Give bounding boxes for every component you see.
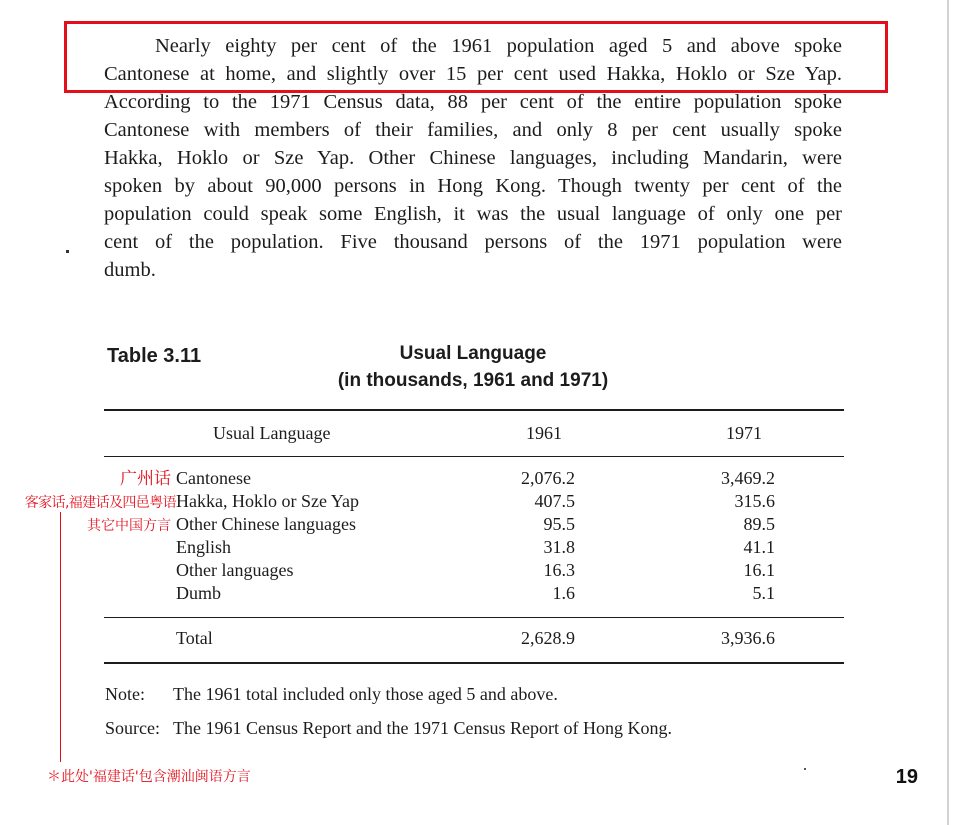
note-label: Note:	[105, 684, 145, 704]
column-header-1961: 1961	[526, 423, 562, 443]
source-label: Source:	[105, 718, 160, 738]
row-value-1971: 5.1	[752, 583, 775, 603]
row-language: Other languages	[176, 560, 294, 580]
column-header-language: Usual Language	[213, 423, 331, 443]
row-language: Cantonese	[176, 468, 251, 488]
scan-speck	[804, 768, 806, 770]
annotation-connector-line	[60, 512, 61, 762]
paragraph-line: population could speak some English, it was the usual language of only one per	[104, 203, 842, 225]
page-edge-rule	[947, 0, 949, 825]
row-value-1971: 89.5	[743, 514, 775, 534]
table-bottom-rule	[104, 662, 844, 664]
highlight-box	[64, 21, 888, 93]
table-note	[105, 684, 558, 705]
paragraph-line: dumb.	[104, 259, 156, 281]
paragraph-line: spoken by about 90,000 persons in Hong Kong. Though twenty per cent of the	[104, 175, 842, 197]
paragraph-line: cent of the population. Five thousand persons of the 1971 population were	[104, 231, 842, 253]
paragraph-line: Cantonese at home, and slightly over 15 per cent used Hakka, Hoklo or Sze Yap.	[104, 63, 842, 85]
column-header-1971: 1971	[726, 423, 762, 443]
table-label: Table 3.11	[107, 345, 202, 367]
row-value-1961: 407.5	[534, 491, 575, 511]
row-value-1971: 315.6	[734, 491, 775, 511]
note-text: The 1961 total included only those aged 5 and above.	[173, 684, 558, 704]
annotation-cantonese: 广州话	[120, 469, 171, 489]
scan-speck	[66, 250, 69, 253]
paragraph-line: Cantonese with members of their families, and only 8 per cent usually spoke	[104, 119, 842, 141]
row-language: Other Chinese languages	[176, 514, 356, 534]
row-value-1961: 95.5	[543, 514, 575, 534]
table-subtitle: (in thousands, 1961 and 1971)	[337, 370, 609, 391]
row-value-1961: 31.8	[543, 537, 575, 557]
annotation-hakka: 客家话,福建话及四邑粤语	[24, 495, 176, 511]
row-value-1961: 1.6	[552, 583, 575, 603]
table-title: Usual Language	[399, 343, 547, 364]
source-text: The 1961 Census Report and the 1971 Census Report of Hong Kong.	[173, 718, 672, 738]
row-language: Dumb	[176, 583, 221, 603]
row-language: English	[176, 537, 232, 557]
row-value-1961: 2,076.2	[521, 468, 575, 488]
table-total-rule	[104, 617, 844, 618]
total-value-1971: 3,936.6	[721, 628, 775, 648]
table-top-rule	[104, 409, 844, 411]
table-header-rule	[104, 456, 844, 457]
total-label: Total	[176, 628, 213, 648]
paragraph-line: According to the 1971 Census data, 88 per cent of the entire population spoke	[104, 91, 842, 113]
table-source	[105, 718, 672, 739]
row-value-1971: 41.1	[743, 537, 775, 557]
page-number: 19	[895, 766, 918, 788]
row-language: Hakka, Hoklo or Sze Yap	[176, 491, 359, 511]
total-value-1961: 2,628.9	[521, 628, 575, 648]
paragraph-line: Nearly eighty per cent of the 1961 population aged 5 and above spoke	[155, 35, 842, 57]
paragraph-line: Hakka, Hoklo or Sze Yap. Other Chinese languages, including Mandarin, were	[104, 147, 842, 169]
row-value-1961: 16.3	[543, 560, 575, 580]
row-value-1971: 3,469.2	[721, 468, 775, 488]
annotation-footnote: ＊此处'福建话'包含潮汕闽语方言	[47, 769, 251, 785]
row-value-1971: 16.1	[743, 560, 775, 580]
annotation-other-chinese: 其它中国方言	[87, 518, 171, 534]
